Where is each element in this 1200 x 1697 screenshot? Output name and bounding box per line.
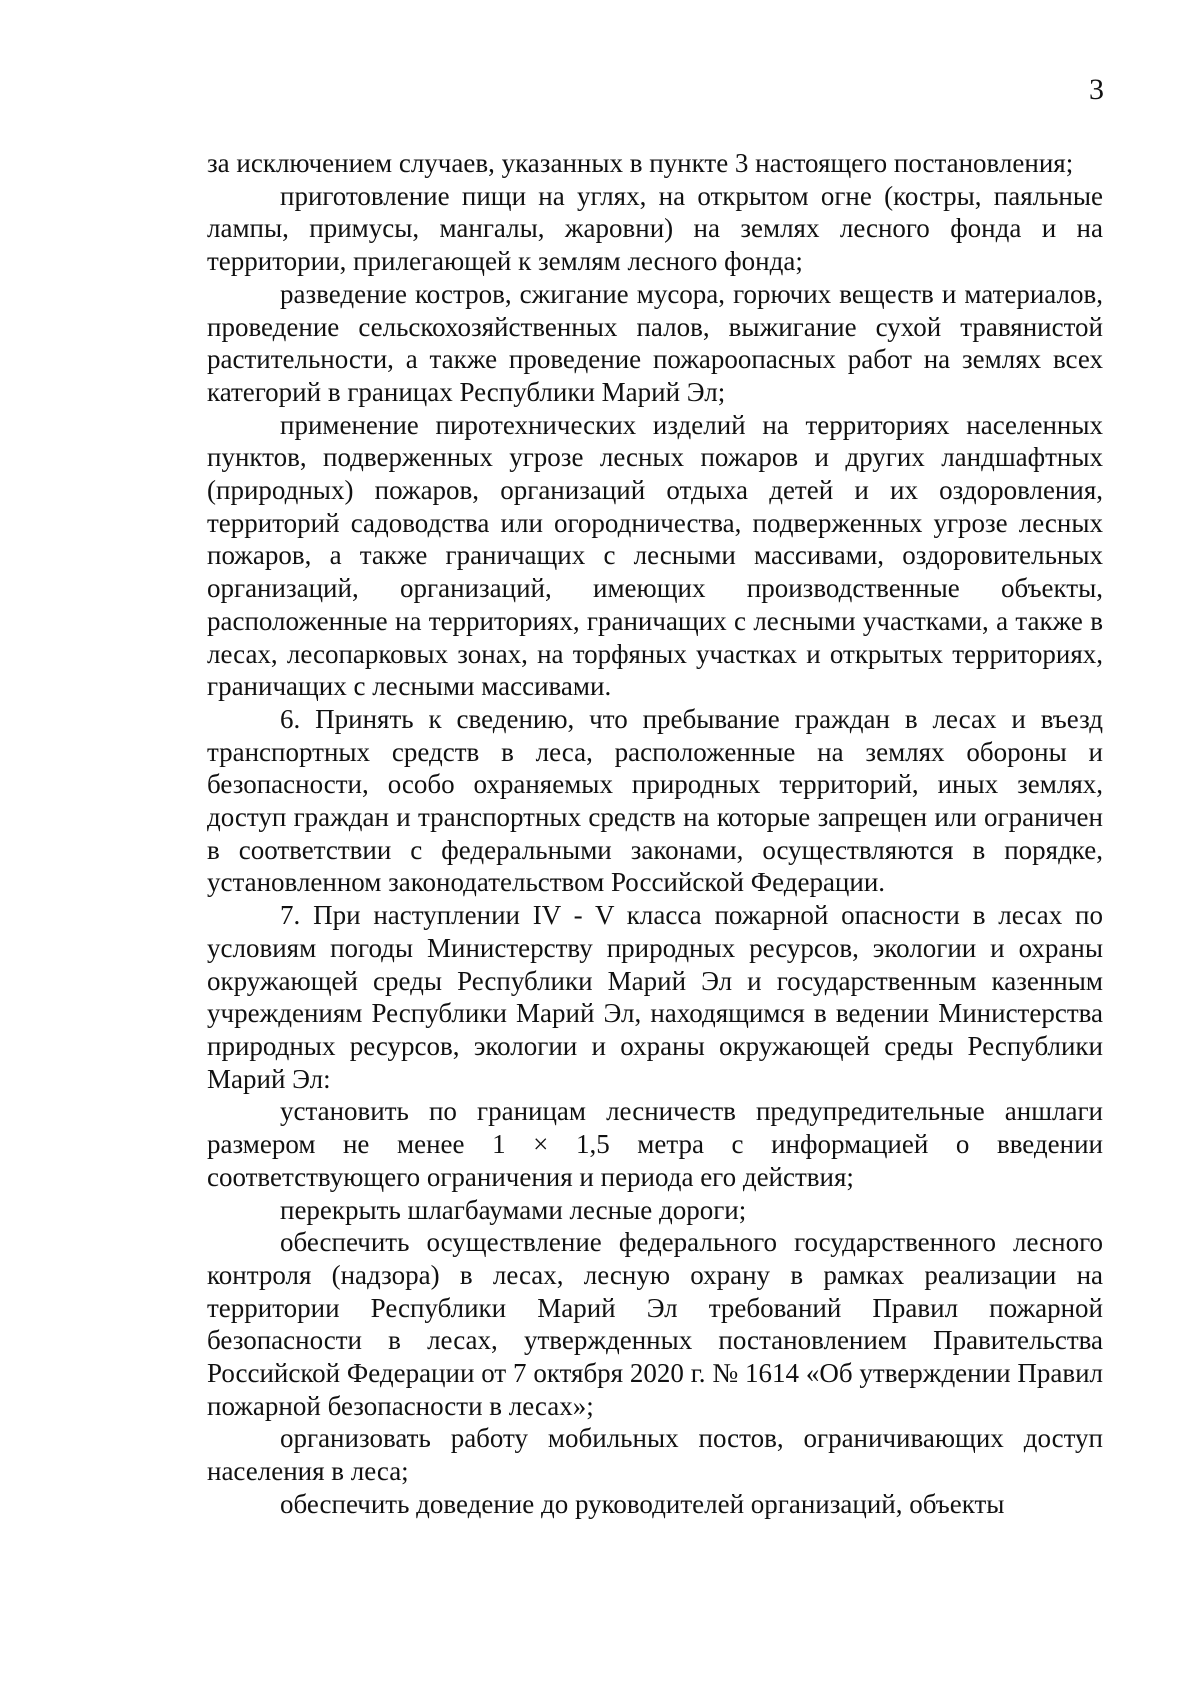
paragraph-cooking-ban: приготовление пищи на углях, на открытом огне (костры, паяльные лампы, примусы, мангалы, жаровни) на землях лесного фонда и на территории, прилегающей к землям лесного фонда; [207, 180, 1103, 277]
paragraph-mobile-posts: организовать работу мобильных постов, ограничивающих доступ населения в леса; [207, 1423, 1103, 1487]
paragraph-pyrotechnics-ban: применение пиротехнических изделий на территориях населенных пунктов, подверженных угрозе лесных пожаров и других ландшафтных (природных) пожаров, организаций отдыха детей и их оздоровления, территорий садоводства или огородничества, подверженных угрозе лесных пожаров, а также граничащих с лесными массивами, оздоровительных организаций, организаций, имеющих производственные объекты, расположенные на территориях, граничащих с лесными участками, а также в лесах, лесопарковых зонах, на торфяных участках и открытых территориях, граничащих с лесными массивами. [207, 409, 1103, 702]
paragraph-continuation: за исключением случаев, указанных в пункте 3 настоящего постановления; [207, 148, 1074, 178]
paragraph-fire-ban: разведение костров, сжигание мусора, горючих веществ и материалов, проведение сельскохозяйственных палов, выжигание сухой травянистой растительности, а также проведение пожароопасных работ на землях всех категорий в границах Республики Марий Эл; [207, 278, 1103, 407]
paragraph-control: обеспечить осуществление федерального государственного лесного контроля (надзора) в лесах, лесную охрану в рамках реализации на территории Республики Марий Эл требований Правил пожарной безопасности в лесах, утвержденных постановлением Правительства Российской Федерации от 7 октября 2020 г. № 1614 «Об утверждении Правил пожарной безопасности в лесах»; [207, 1227, 1103, 1421]
paragraph-signs: установить по границам лесничеств предупредительные аншлаги размером не менее 1 × 1,5 метра с информацией о введении соответствующего ограничения и периода его действия; [207, 1096, 1103, 1192]
paragraph-barriers: перекрыть шлагбаумами лесные дороги; [280, 1194, 747, 1225]
paragraph-notify-heads: обеспечить доведение до руководителей организаций, объекты [280, 1488, 1005, 1519]
page-number: 3 [1089, 73, 1104, 106]
document-body [207, 147, 1103, 1521]
paragraph-item-7: 7. При наступлении IV - V класса пожарной опасности в лесах по условиям погоды Министерству природных ресурсов, экологии и охраны окружающей среды Республики Марий Эл и государственным казенным учреждениям Республики Марий Эл, находящимся в ведении Министерства природных ресурсов, экологии и охраны окружающей среды Республики Марий Эл: [207, 900, 1103, 1094]
paragraph-item-6: 6. Принять к сведению, что пребывание граждан в лесах и въезд транспортных средств в леса, расположенные на землях обороны и безопасности, особо охраняемых природных территорий, иных землях, доступ граждан и транспортных средств на которые запрещен или ограничен в соответствии с федеральными законами, осуществляются в порядке, установленном законодательством Российской Федерации. [207, 703, 1103, 898]
